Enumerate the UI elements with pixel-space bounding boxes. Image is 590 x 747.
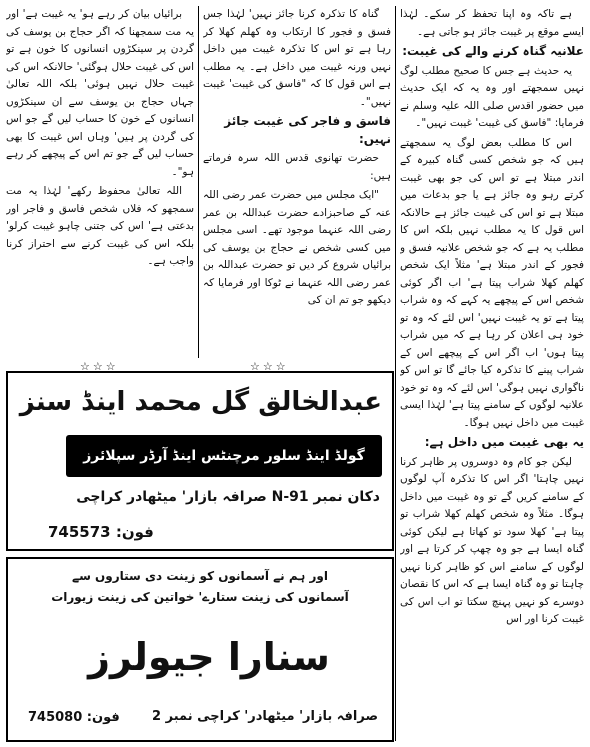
article-column-right <box>400 6 584 741</box>
section-stars-right: ☆☆☆ <box>250 360 289 373</box>
column-divider-left <box>198 6 199 358</box>
ad-address: دکان نمبر N-91 صرافہ بازار' میٹھادر کراچی <box>76 489 380 505</box>
article-column-middle <box>203 6 391 361</box>
article-paragraph: یہ حدیث ہے جس کا صحیح مطلب لوگ نہیں سمجھتے اور وہ یہ کہ ایک حدیث میں حضور اقدس صلی اللہ علیہ وسلم نے فرمایا: "فاسق کی غیبت' غیبت نہیں"۔ <box>400 64 584 129</box>
article-paragraph: ہے تاکہ وہ اپنا تحفظ کر سکے۔ لہٰذا ایسے موقع پر غیبت جائز ہو جاتی ہے۔ <box>400 8 584 38</box>
advertisement-gold-merchants <box>6 371 394 551</box>
article-subheading: یہ بھی غیبت میں داخل ہے: <box>424 435 584 449</box>
ad-slogan-line: آسمانوں کی زینت ستارے' خواتین کی زینت زیورات <box>51 590 349 604</box>
ad-tagline-band: گولڈ اینڈ سلور مرچنٹس اینڈ آرڈر سپلائرز <box>66 435 382 477</box>
column-divider-right <box>395 6 396 741</box>
article-paragraph: گناہ کا تذکرہ کرنا جائز نہیں' لہٰذا جس فسق و فجور کا ارتکاب وہ کھلم کھلا کر رہا ہے تو اس کا تذکرہ غیبت میں داخل نہیں ورنہ غیبت میں داخل ہے۔ یہ مطلب ہے اس قول کا کہ "فاسق کی غیبت' غیبت نہیں"۔ <box>203 8 391 108</box>
article-paragraph: حضرت تھانوی قدس اللہ سرہ فرماتے ہیں: <box>203 152 391 182</box>
article-paragraph: لیکن جو کام وہ دوسروں پر ظاہر کرنا نہیں چاہتا' اگر اس کا تذکرہ آپ لوگوں کے سامنے کریں گے تو وہ غیبت میں داخل ہوگا۔ مثلاً وہ شخص کھلم کھلا شراب تو پیتا ہے' کھلا سود تو کھاتا ہے لیکن کوئی گناہ ایسا ہے جو وہ چھپ کر کرتا ہے اور لوگوں کے سامنے اس کو ظاہر کرنا نہیں چاہتا تو وہ گناہ ایسا ہے کہ اس کا نقصان دوسرے کو نہیں پہنچ سکتا تو اب اس کی غیبت کرنا اور اس <box>400 455 584 625</box>
article-paragraph: "ایک مجلس میں حضرت عمر رضی اللہ عنہ کے صاحبزادے حضرت عبداللہ بن عمر رضی اللہ عنہما موجود تھے۔ اسی مجلس میں کسی شخص نے حجاج بن یوسف کی برائیاں شروع کر دیں تو حضرت عبداللہ بن عمر رضی اللہ عنہما نے ٹوکا اور فرمایا کہ دیکھو جو تم ان کی <box>203 189 391 306</box>
article-subheading: فاسق و فاجر کی غیبت جائز نہیں: <box>224 114 391 146</box>
ad-verse-line: اور ہم نے آسمانوں کو زینت دی ستاروں سے <box>72 569 328 583</box>
article-paragraph: برائیاں بیان کر رہے ہو' یہ غیبت ہے' اور یہ مت سمجھنا کہ اگر حجاج بن یوسف کی گردن پر سینکڑوں انسانوں کا خون ہے تو اس کی غیبت حلال ہوگئی' حالانکہ اس کی غیبت حلال نہیں ہوئی' بلکہ اللہ تعالیٰ جہاں حجاج بن یوسف سے ان سینکڑوں انسانوں کے خون کا حساب لیں گے جو اس کی گردن پر ہیں' وہاں اس غیبت کا بھی حساب لیں گے جو تم اس کے پیچھے کر رہے ہو"۔ <box>6 8 194 178</box>
ad-phone: فون: 745573 <box>48 523 154 541</box>
ad-address: صرافہ بازار' میٹھادر' کراچی نمبر 2 <box>152 709 378 724</box>
ad-brand-name: سنارا جیولرز <box>88 635 330 679</box>
article-paragraph: اللہ تعالیٰ محفوظ رکھے' لہٰذا یہ مت سمجھو کہ فلاں شخص فاسق و فاجر اور بدعتی ہے' اس کی جتنی چاہو غیبت کرلو' بلکہ اس کی غیبت کرنے سے احتراز کرنا واجب ہے۔ <box>6 185 194 267</box>
article-subheading: علانیہ گناہ کرنے والے کی غیبت: <box>402 44 584 58</box>
advertisement-jewellers <box>6 557 394 742</box>
section-stars-left: ☆☆☆ <box>80 360 119 373</box>
article-column-left <box>6 6 194 361</box>
ad-phone: فون: 745080 <box>28 710 120 725</box>
article-paragraph: اس کا مطلب بعض لوگ یہ سمجھتے ہیں کہ جو شخص کسی گناہ کبیرہ کے اندر مبتلا ہے تو اس کی جو بھی غیبت کرتے رہو وہ جائز ہے یا جو بدعات میں مبتلا ہے تو اس کی غیبت جائز ہے حالانکہ اس قول کا یہ مطلب نہیں بلکہ اس کا مطلب یہ ہے کہ جو شخص علانیہ فسق و فجور کے اندر مبتلا ہے' مثلاً ایک شخص کھلم کھلا شراب پیتا ہے' اب اگر کوئی شخص اس کے پیچھے یہ کہے کہ وہ شراب پیتا ہے تو یہ غیبت نہیں' اس لئے کہ وہ تو خود ہی اعلان کر رہا ہے کہ میں شراب پیتا ہوں' اب اگر اس کے پیچھے اس کے شراب پینے کا تذکرہ کیا جائے گا تو اس کو ناگواری نہیں ہوگی' اس لئے کہ وہ تو خود علانیہ لوگوں کے سامنے پیتا ہے' لہٰذا ایسی غیبت میں داخل نہیں ہوگا۔ <box>400 136 584 429</box>
ad-business-name: عبدالخالق گل محمد اینڈ سنز <box>19 387 382 417</box>
